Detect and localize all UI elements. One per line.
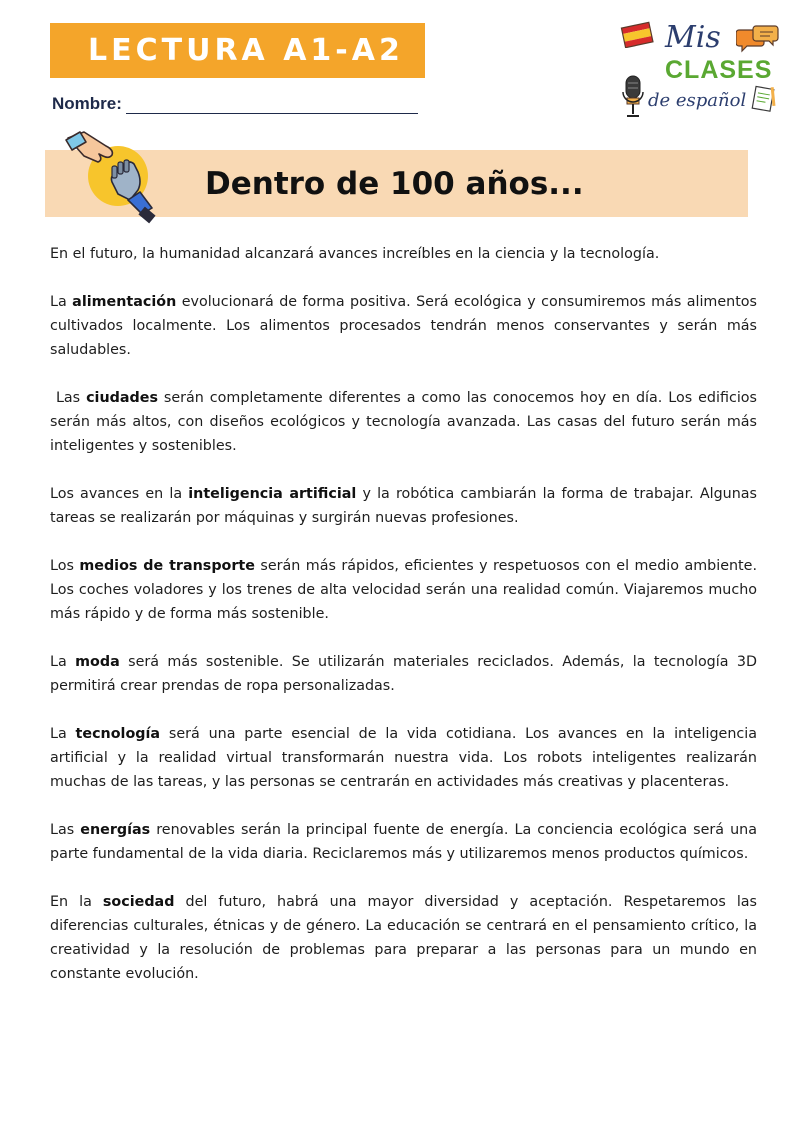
microphone-icon — [620, 74, 646, 120]
human-robot-hand-illustration — [64, 128, 164, 228]
paragraph-alimentacion: La alimentación evolucionará de forma positiva. Será ecológica y consumiremos más alimentos cultivados localmente. Los alimentos procesados tendrán menos conservantes y serán más saludables. — [50, 294, 757, 358]
paragraph-inteligencia-artificial: Los avances en la inteligencia artificial y la robótica cambiarán la forma de trabajar. Algunas tareas se realizarán por máquinas y surgirán nuevas profesiones. — [50, 486, 757, 526]
paragraph-moda: La moda será más sostenible. Se utilizarán materiales reciclados. Además, la tecnología 3D permitirá crear prendas de ropa personalizadas. — [50, 654, 757, 694]
keyword: energías — [80, 822, 151, 838]
keyword: ciudades — [86, 390, 158, 406]
keyword: moda — [75, 654, 120, 670]
speech-bubbles-icon — [736, 24, 780, 56]
level-banner — [50, 23, 425, 78]
paragraph-ciudades: Las ciudades serán completamente diferentes a como las conocemos hoy en día. Los edificios serán más altos, con diseños ecológicos y tecnología avanzada. Las casas del futuro serán más inteligentes y sostenibles. — [50, 390, 758, 454]
paragraph-sociedad: En la sociedad del futuro, habrá una mayor diversidad y aceptación. Respetaremos las diferencias culturales, étnicas y de género. La educación se centrará en el pensamiento crítico, la creatividad y la resolución de problemas para preparar a las personas para un mundo en constante evolución. — [50, 894, 757, 982]
paragraph-transporte: Los medios de transporte serán más rápidos, eficientes y respetuosos con el medio ambiente. Los coches voladores y los trenes de alta velocidad serán una realidad común. Viajaremos mucho más rápido y de forma más sostenible. — [50, 558, 757, 622]
name-field-row — [52, 94, 418, 114]
logo-text-espanol: de español — [648, 90, 747, 111]
name-label: Nombre: — [52, 94, 122, 113]
page-title: Dentro de 100 años... — [205, 165, 584, 202]
keyword: alimentación — [72, 294, 177, 310]
paragraph: En el futuro, la humanidad alcanzará avances increíbles en la ciencia y la tecnología. — [50, 246, 660, 262]
keyword: inteligencia artificial — [188, 486, 357, 502]
paragraph-tecnologia: La tecnología será una parte esencial de la vida cotidiana. Los avances en la inteligencia artificial y la realidad virtual transformarán nuestra vida. Los robots inteligentes realizarán muchas de las tareas, y las personas se centrarán en actividades más creativas y placenteras. — [50, 726, 757, 790]
keyword: sociedad — [102, 894, 175, 910]
logo-text-clases: CLASES — [665, 56, 773, 84]
name-blank-line[interactable] — [126, 97, 418, 114]
logo-text-mis: Mis — [665, 20, 721, 55]
notepad-icon — [750, 84, 778, 114]
paragraph-energias: Las energías renovables serán la principal fuente de energía. La conciencia ecológica será una parte fundamental de la vida diaria. Reciclaremos más y utilizaremos menos productos químicos. — [50, 822, 757, 862]
keyword: tecnología — [75, 726, 161, 742]
brand-logo — [620, 14, 780, 129]
keyword: medios de transporte — [79, 558, 255, 574]
reading-text — [50, 242, 757, 1010]
spain-flag-icon — [620, 20, 654, 48]
level-label: LECTURA A1-A2 — [88, 33, 404, 68]
